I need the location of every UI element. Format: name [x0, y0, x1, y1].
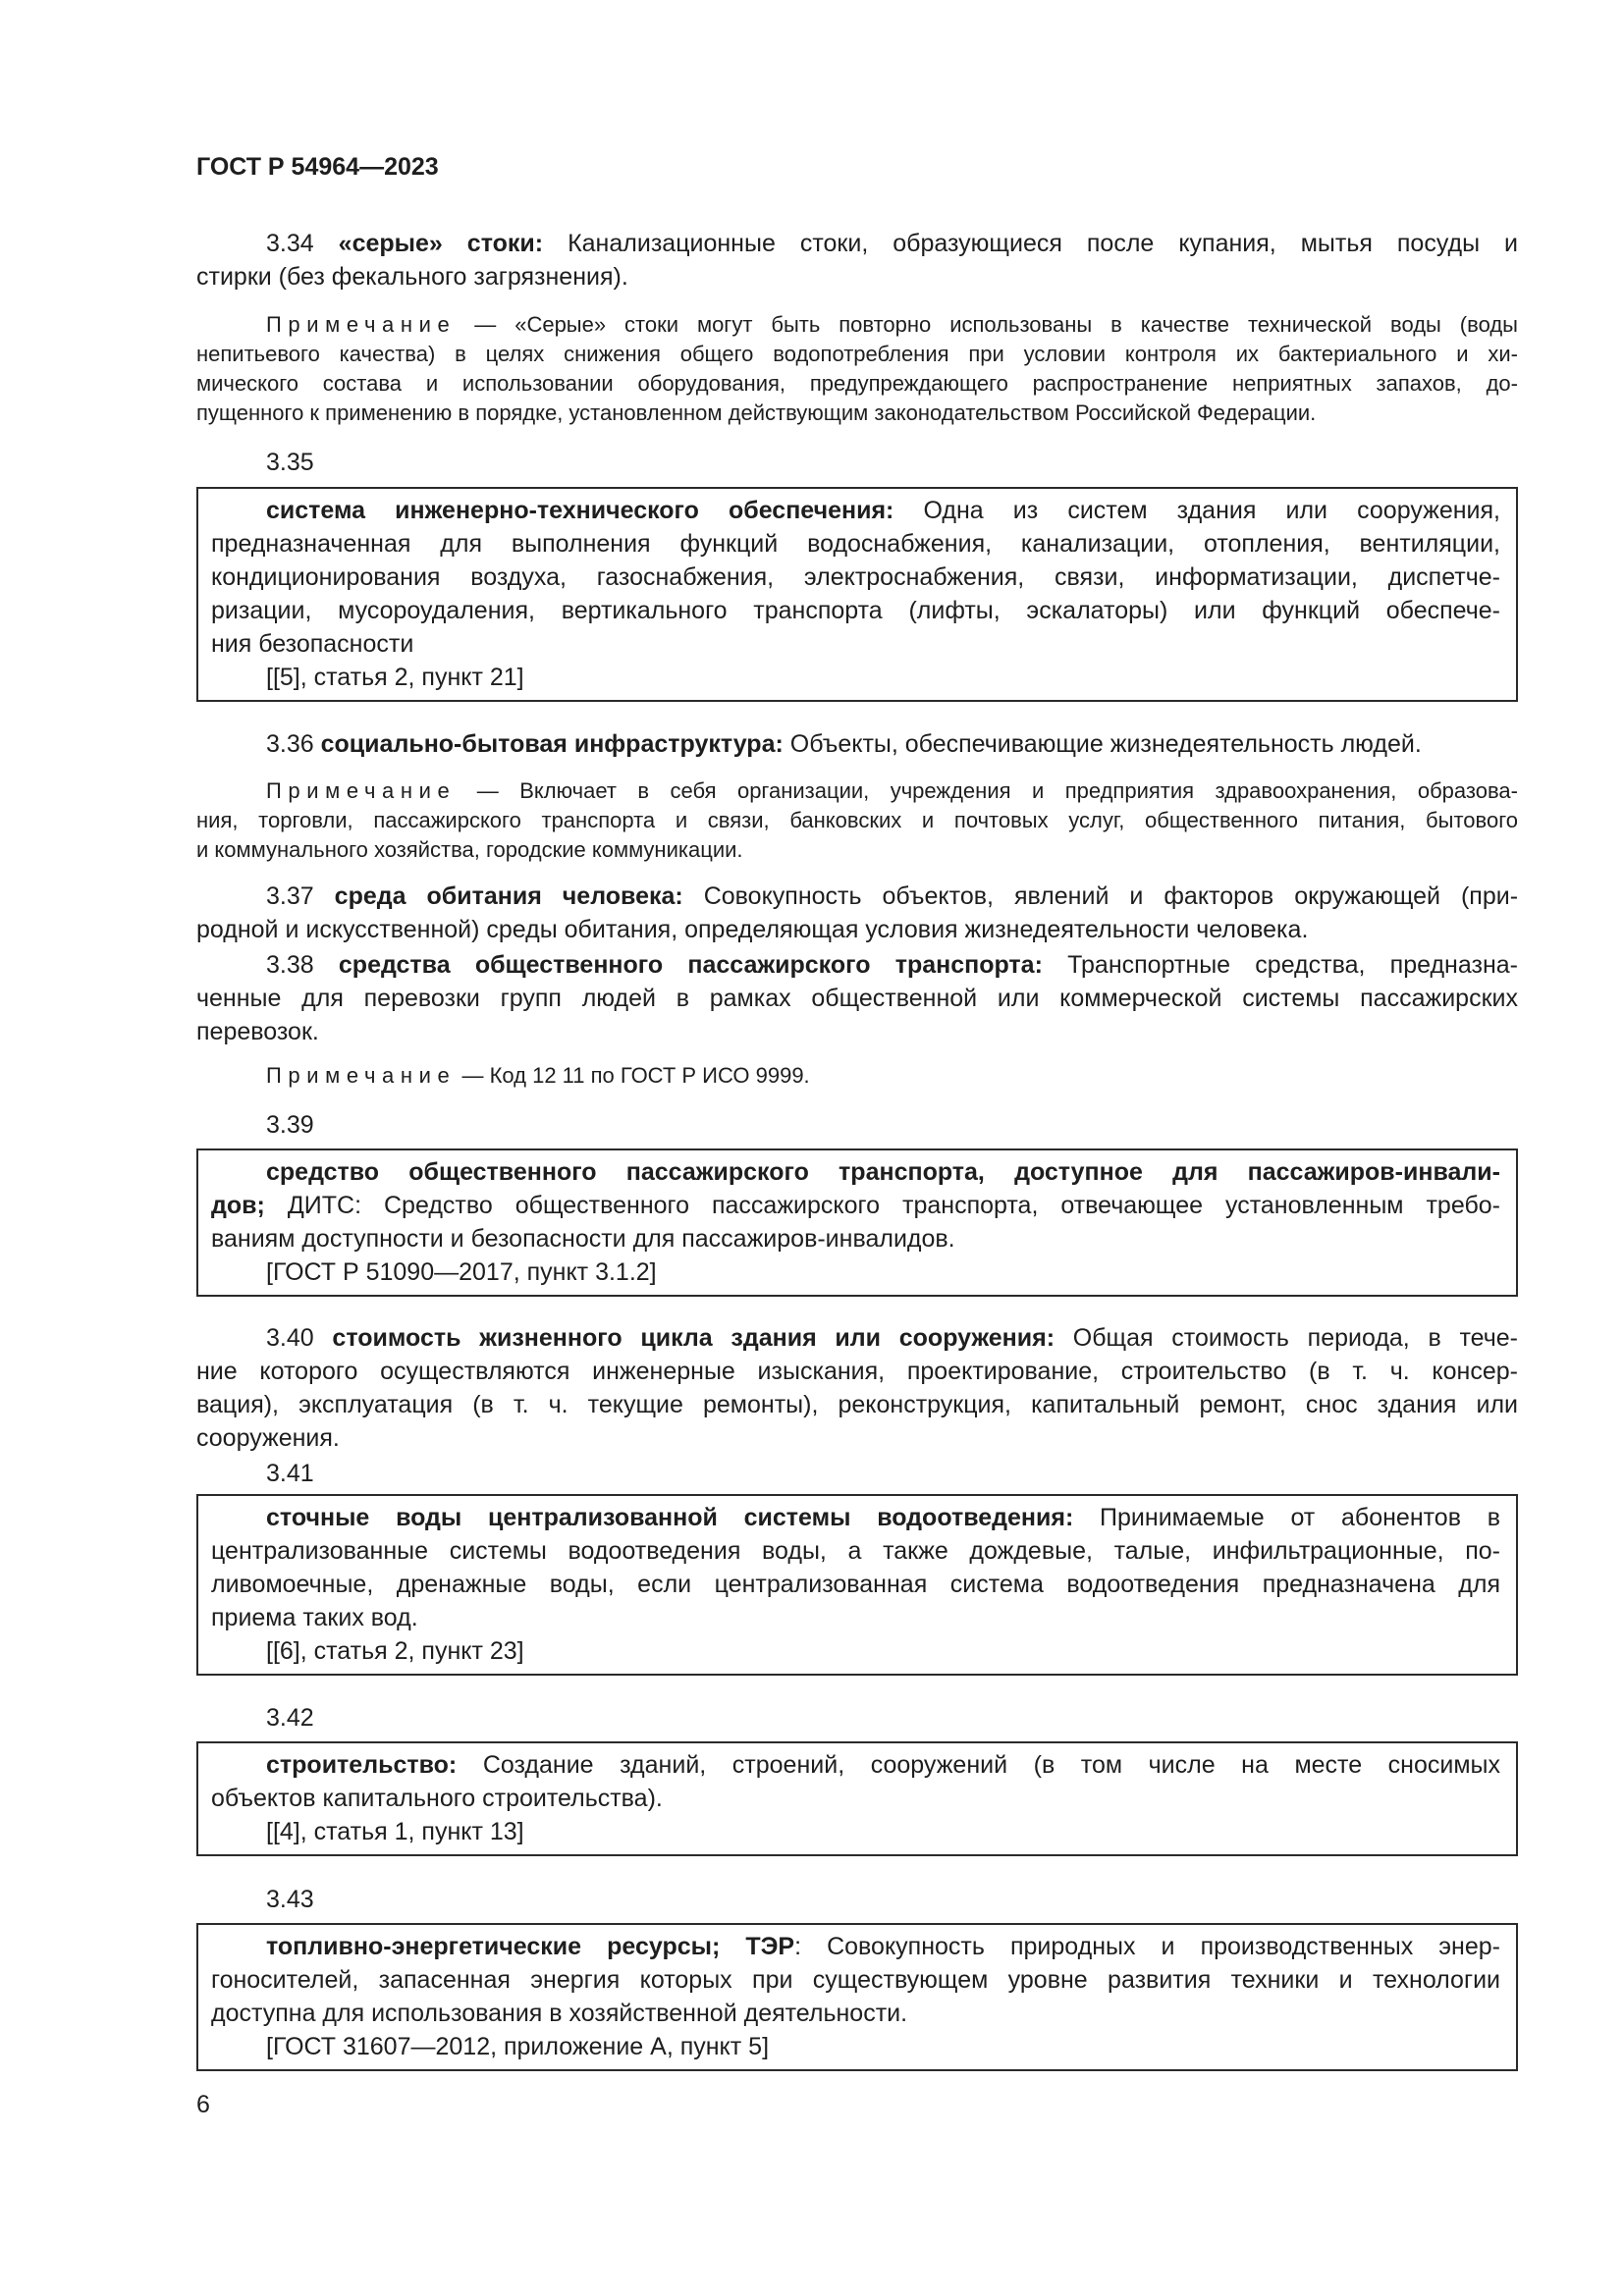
note-label: Примечание — [266, 778, 457, 803]
page-number-text: 6 — [196, 2091, 210, 2118]
boxed-definition-3-39 — [196, 1148, 1518, 1297]
definition-line — [196, 227, 1518, 260]
document-code-header: ГОСТ Р 54964—2023 — [196, 153, 439, 181]
source-reference: [[4], статья 1, пункт 13] — [266, 1818, 524, 1845]
definition-text: Создание зданий, строений, сооружений (в том числе на месте сносимых — [482, 1751, 1501, 1779]
definition-3-37 — [196, 880, 1518, 946]
source-reference: [[6], статья 2, пункт 23] — [266, 1637, 524, 1665]
definition-text: ДИТС: Средство общественного пассажирского транспорта, отвечающее установленным требо- — [287, 1192, 1500, 1219]
definition-line: вация), эксплуатация (в т. ч. текущие ремонты), реконструкция, капитальный ремонт, снос здания или — [196, 1391, 1518, 1418]
page-number — [196, 2088, 1518, 2121]
definition-line: доступна для использования в хозяйственной деятельности. — [211, 2000, 908, 2027]
definition-text: Одна из систем здания или сооружения, — [923, 497, 1500, 524]
term: система инженерно-технического обеспечения: — [266, 497, 894, 524]
source-reference: [ГОСТ 31607—2012, приложение А, пункт 5] — [266, 2033, 770, 2060]
definition-line — [211, 494, 1500, 527]
note-label: Примечание — [266, 1063, 457, 1088]
note-3-34 — [196, 310, 1518, 428]
clause-number: 3.42 — [266, 1704, 314, 1732]
definition-line: предназначенная для выполнения функций водоснабжения, канализации, отопления, вентиляции, — [211, 530, 1500, 558]
source-reference: [[5], статья 2, пункт 21] — [266, 664, 524, 691]
definition-line: кондиционирования воздуха, газоснабжения, электроснабжения, связи, информатизации, диспетче- — [211, 563, 1500, 591]
definition-line — [211, 1189, 1500, 1222]
definition-line — [196, 948, 1518, 982]
term: сточные воды централизованной системы водоотведения: — [266, 1504, 1074, 1531]
definition-line: гоносителей, запасенная энергия которых при существующем уровне развития техники и технологии — [211, 1966, 1500, 1994]
definition-text: Объекты, обеспечивающие жизнедеятельность людей. — [789, 730, 1422, 758]
note-line — [196, 1061, 1518, 1091]
term: «серые» стоки: — [338, 230, 544, 257]
definition-line: ченные для перевозки групп людей в рамках общественной или коммерческой системы пассажирских — [196, 985, 1518, 1012]
clause-number-3-42 — [196, 1701, 1518, 1735]
clause-number: 3.34 — [266, 230, 314, 257]
definition-line — [211, 1748, 1500, 1782]
definition-line: ния безопасности — [211, 630, 414, 658]
note-text: — Код 12 11 по ГОСТ Р ИСО 9999. — [461, 1063, 810, 1088]
source-reference: [ГОСТ Р 51090—2017, пункт 3.1.2] — [266, 1258, 657, 1286]
term: средства общественного пассажирского транспорта: — [338, 951, 1043, 979]
clause-number: 3.35 — [266, 449, 314, 476]
definition-line — [196, 1321, 1518, 1355]
clause-number: 3.41 — [266, 1460, 314, 1487]
clause-number: 3.40 — [266, 1324, 314, 1352]
definition-text: Общая стоимость периода, в тече- — [1072, 1324, 1519, 1352]
note-text: — Включает в себя организации, учреждения и предприятия здравоохранения, образова- — [476, 778, 1518, 803]
note-line — [196, 310, 1518, 340]
definition-line: ние которого осуществляются инженерные изыскания, проектирование, строительство (в т. ч. консер- — [196, 1358, 1518, 1385]
clause-number: 3.39 — [266, 1111, 314, 1139]
note-label: Примечание — [266, 312, 457, 337]
clause-number: 3.36 — [266, 730, 314, 758]
boxed-definition-3-43 — [196, 1923, 1518, 2071]
term: топливно-энергетические ресурсы; ТЭР — [266, 1933, 795, 1960]
note-line: и коммунального хозяйства, городские коммуникации. — [196, 837, 743, 862]
term: стоимость жизненного цикла здания или сооружения: — [332, 1324, 1056, 1352]
term-line: средство общественного пассажирского транспорта, доступное для пассажиров-инвали- — [266, 1158, 1500, 1186]
note-3-36 — [196, 776, 1518, 865]
definition-line: перевозок. — [196, 1018, 319, 1045]
definition-line: стирки (без фекального загрязнения). — [196, 263, 628, 291]
note-line: пущенного к применению в порядке, установленном действующим законодательством Российской Федерации. — [196, 400, 1317, 425]
definition-line: объектов капитального строительства). — [211, 1785, 663, 1812]
note-line: непитьевого качества) в целях снижения общего водопотребления при условии контроля их бактериального и хи- — [196, 342, 1518, 366]
definition-text: Совокупность объектов, явлений и факторов окружающей (при- — [703, 882, 1519, 910]
note-3-38 — [196, 1061, 1518, 1091]
definition-text: Канализационные стоки, образующиеся после купания, мытья посуды и — [568, 230, 1518, 257]
note-text: — «Серые» стоки могут быть повторно использованы в качестве технической воды (воды — [474, 312, 1518, 337]
definition-line: ваниям доступности и безопасности для пассажиров-инвалидов. — [211, 1225, 955, 1253]
definition-line: приема таких вод. — [211, 1604, 418, 1631]
definition-3-36 — [196, 727, 1518, 761]
term: среда обитания человека: — [334, 882, 683, 910]
term: социально-бытовая инфраструктура: — [320, 730, 784, 758]
clause-number: 3.38 — [266, 951, 314, 979]
definition-line: родной и искусственной) среды обитания, определяющая условия жизнедеятельности человека. — [196, 916, 1309, 943]
note-line — [196, 776, 1518, 806]
boxed-definition-3-42 — [196, 1741, 1518, 1856]
definition-3-38 — [196, 948, 1518, 1048]
definition-text: : Совокупность природных и производственных энер- — [794, 1933, 1500, 1960]
clause-number-3-43 — [196, 1883, 1518, 1916]
boxed-definition-3-35 — [196, 487, 1518, 702]
definition-line — [211, 1501, 1500, 1534]
clause-number-3-35 — [196, 446, 1518, 479]
term: строительство: — [266, 1751, 458, 1779]
clause-number-3-39 — [196, 1108, 1518, 1142]
definition-text: Транспортные средства, предназна- — [1067, 951, 1518, 979]
definition-line: ливомоечные, дренажные воды, если централизованная система водоотведения предназначена для — [211, 1571, 1500, 1598]
definition-line: централизованные системы водоотведения воды, а также дождевые, талые, инфильтрационные, по- — [211, 1537, 1500, 1565]
clause-number: 3.37 — [266, 882, 314, 910]
clause-number-3-41 — [196, 1457, 1518, 1490]
definition-line — [211, 1930, 1500, 1963]
clause-number: 3.43 — [266, 1886, 314, 1913]
definition-line: сооружения. — [196, 1424, 340, 1452]
definition-line — [196, 727, 1518, 761]
note-line: ния, торговли, пассажирского транспорта и связи, банковских и почтовых услуг, общественного питания, бытового — [196, 808, 1518, 832]
definition-3-34 — [196, 227, 1518, 294]
definition-line: ризации, мусороудаления, вертикального транспорта (лифты, эскалаторы) или функций обеспече- — [211, 597, 1500, 624]
boxed-definition-3-41 — [196, 1494, 1518, 1676]
definition-line — [196, 880, 1518, 913]
definition-3-40 — [196, 1321, 1518, 1455]
definition-text: Принимаемые от абонентов в — [1100, 1504, 1500, 1531]
note-line: мического состава и использовании оборудования, предупреждающего распространение неприятных запахов, до- — [196, 371, 1518, 396]
term: дов; — [211, 1192, 265, 1219]
